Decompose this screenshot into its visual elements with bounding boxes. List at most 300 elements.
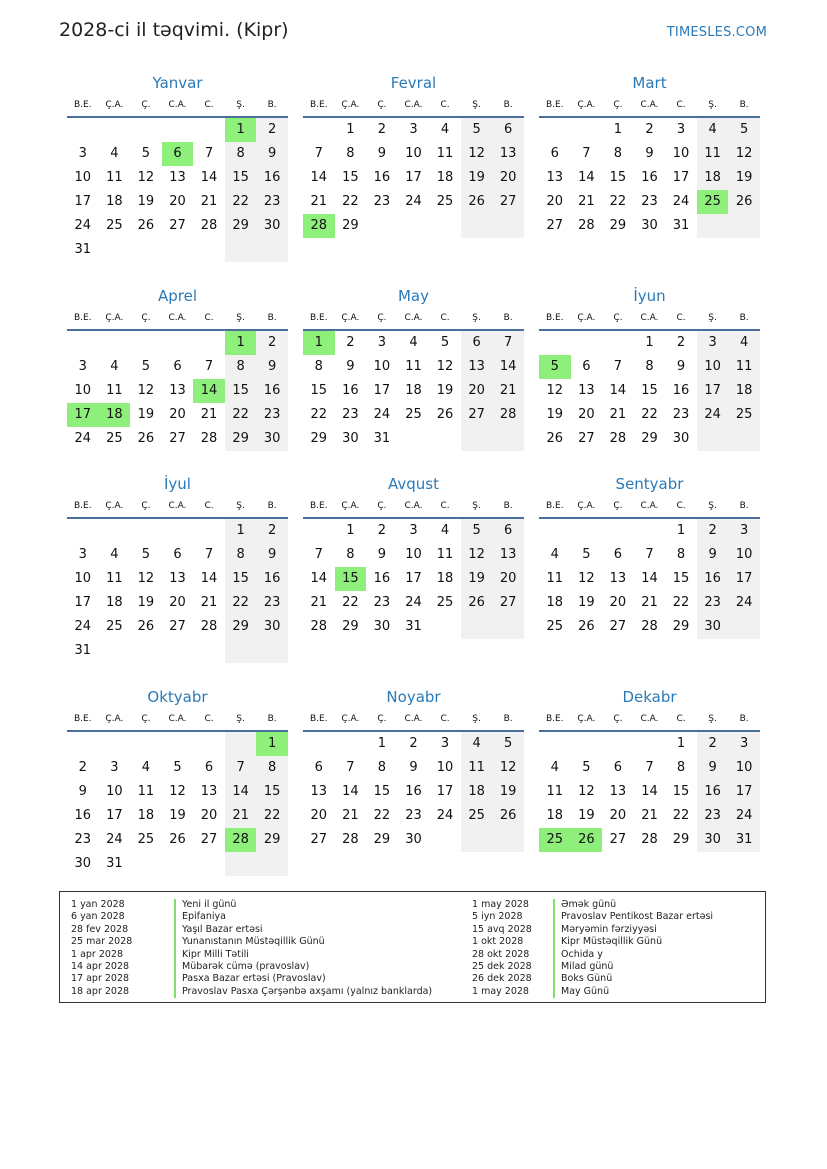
day-cell: 17: [74, 194, 92, 209]
day-cell: 14: [225, 780, 257, 804]
day-grid: [539, 732, 760, 852]
holiday-day-cell: 1: [225, 331, 257, 355]
day-grid: [67, 732, 288, 876]
empty-cell: [539, 732, 571, 756]
day-cell: 22: [641, 407, 658, 422]
day-cell: 24: [405, 194, 422, 209]
day-cell: 14: [310, 170, 328, 185]
empty-cell: [728, 615, 760, 639]
day-cell: 10: [697, 355, 729, 379]
day-cell: 27: [609, 832, 627, 847]
weekday-label: Ç.A.: [577, 100, 596, 110]
day-cell: 31: [373, 431, 391, 446]
day-cell: 7: [225, 756, 257, 780]
day-cell: 2: [256, 519, 288, 543]
weekday-label: C.: [204, 714, 214, 724]
legend-date: 1 may 2028: [472, 899, 529, 910]
weekday-header: [67, 708, 288, 732]
day-cell: 9: [256, 355, 288, 379]
empty-cell: [99, 519, 131, 543]
day-cell: 25: [436, 595, 454, 610]
day-cell: 19: [578, 595, 595, 610]
holiday-day-cell: 15: [335, 567, 367, 591]
day-cell: 8: [225, 355, 257, 379]
empty-cell: [539, 519, 571, 543]
empty-cell: [461, 214, 493, 238]
legend-holiday-name: May Günü: [553, 986, 609, 998]
day-cell: 23: [256, 190, 288, 214]
day-cell: 26: [546, 431, 564, 446]
day-cell: 7: [645, 760, 654, 775]
day-cell: 28: [342, 832, 359, 847]
day-cell: 14: [310, 571, 328, 586]
weekday-label: C.A.: [404, 313, 423, 323]
day-cell: 2: [377, 122, 387, 137]
weekday-label: Ç.: [377, 313, 387, 323]
weekday-label: C.A.: [168, 100, 187, 110]
day-cell: 6: [582, 359, 591, 374]
empty-cell: [67, 519, 99, 543]
day-grid: [67, 118, 288, 262]
day-cell: 9: [346, 359, 355, 374]
empty-cell: [429, 214, 461, 238]
day-cell: 16: [74, 808, 92, 823]
legend-row: [472, 949, 762, 961]
day-cell: 31: [672, 218, 690, 233]
day-cell: 13: [461, 355, 493, 379]
day-cell: 8: [225, 142, 257, 166]
weekday-label: C.: [204, 501, 214, 511]
day-cell: 29: [672, 832, 690, 847]
day-cell: 28: [641, 619, 658, 634]
day-cell: 9: [697, 543, 729, 567]
legend-row: [71, 949, 471, 961]
day-cell: 15: [256, 780, 288, 804]
day-cell: 14: [200, 571, 218, 586]
day-cell: 22: [672, 595, 690, 610]
weekday-header: [67, 307, 288, 331]
day-cell: 26: [137, 619, 155, 634]
weekday-header: [67, 495, 288, 519]
day-cell: 5: [173, 760, 182, 775]
day-cell: 2: [409, 736, 418, 751]
day-cell: 5: [141, 547, 151, 562]
day-cell: 20: [546, 194, 564, 209]
weekday-label: B.E.: [309, 714, 328, 724]
empty-cell: [130, 331, 162, 355]
day-cell: 21: [310, 194, 328, 209]
day-cell: 9: [645, 146, 654, 161]
legend-date: 1 yan 2028: [71, 899, 125, 910]
weekday-label: Ş.: [236, 313, 245, 323]
empty-cell: [99, 238, 131, 262]
day-cell: 1: [346, 523, 355, 538]
day-cell: 2: [346, 335, 355, 350]
weekday-label: Ş.: [708, 714, 717, 724]
day-cell: 10: [405, 146, 422, 161]
day-cell: 25: [405, 407, 422, 422]
holiday-legend: [59, 891, 766, 1003]
day-cell: 19: [137, 595, 155, 610]
day-cell: 21: [609, 407, 627, 422]
day-cell: 18: [436, 170, 454, 185]
day-cell: 16: [405, 784, 422, 799]
weekday-label: C.: [676, 100, 686, 110]
day-cell: 9: [78, 784, 87, 799]
weekday-label: Ç.A.: [341, 313, 360, 323]
weekday-label: B.: [267, 714, 277, 724]
day-cell: 8: [676, 760, 686, 775]
day-cell: 4: [110, 146, 119, 161]
day-cell: 4: [550, 547, 559, 562]
day-cell: 13: [169, 383, 186, 398]
day-cell: 15: [373, 784, 391, 799]
weekday-label: Ş.: [708, 313, 717, 323]
day-cell: 10: [728, 756, 760, 780]
weekday-header: [67, 94, 288, 118]
day-cell: 23: [256, 591, 288, 615]
empty-cell: [492, 427, 524, 451]
month-name: Sentyabr: [615, 475, 684, 493]
day-cell: 27: [609, 619, 627, 634]
day-cell: 26: [461, 591, 493, 615]
weekday-label: B.: [739, 714, 749, 724]
day-cell: 18: [697, 166, 729, 190]
day-grid: [67, 519, 288, 663]
legend-row: [472, 961, 762, 973]
day-cell: 11: [461, 756, 493, 780]
month-6: [67, 473, 288, 663]
empty-cell: [429, 427, 461, 451]
legend-date: 1 apr 2028: [71, 948, 124, 960]
day-cell: 11: [546, 571, 564, 586]
day-cell: 1: [225, 519, 257, 543]
legend-row: [472, 911, 762, 923]
day-cell: 24: [405, 595, 422, 610]
weekday-label: B.: [267, 313, 277, 323]
empty-cell: [461, 828, 493, 852]
weekday-label: B.E.: [545, 714, 564, 724]
weekday-label: Ş.: [236, 714, 245, 724]
day-cell: 23: [373, 194, 391, 209]
day-cell: 2: [256, 118, 288, 142]
day-cell: 20: [609, 595, 627, 610]
empty-cell: [99, 732, 131, 756]
weekday-label: B.E.: [545, 501, 564, 511]
day-cell: 19: [492, 780, 524, 804]
day-cell: 4: [440, 122, 450, 137]
day-cell: 23: [641, 194, 658, 209]
month-8: [539, 473, 760, 639]
day-cell: 22: [373, 808, 391, 823]
weekday-label: Ç.: [613, 501, 623, 511]
day-cell: 17: [697, 379, 729, 403]
day-cell: 25: [461, 804, 493, 828]
day-cell: 27: [492, 591, 524, 615]
day-cell: 8: [645, 359, 654, 374]
weekday-label: B.E.: [309, 100, 328, 110]
legend-holiday-name: Ochida y: [553, 949, 603, 961]
empty-cell: [728, 214, 760, 238]
month-0: [67, 72, 288, 262]
day-cell: 16: [256, 379, 288, 403]
day-cell: 6: [204, 760, 214, 775]
legend-holiday-name: Əmək günü: [553, 899, 616, 911]
day-cell: 1: [346, 122, 355, 137]
weekday-label: C.: [204, 100, 214, 110]
day-cell: 6: [173, 547, 182, 562]
day-cell: 8: [613, 146, 623, 161]
day-cell: 4: [728, 331, 760, 355]
legend-holiday-name: Milad günü: [553, 961, 613, 973]
day-cell: 5: [582, 547, 591, 562]
weekday-label: B.E.: [545, 313, 564, 323]
empty-cell: [539, 118, 571, 142]
weekday-header: [539, 307, 760, 331]
day-cell: 25: [106, 218, 123, 233]
day-cell: 29: [256, 828, 288, 852]
day-cell: 30: [697, 615, 729, 639]
day-cell: 11: [546, 784, 564, 799]
day-cell: 29: [342, 218, 359, 233]
day-cell: 25: [106, 431, 123, 446]
day-cell: 30: [256, 615, 288, 639]
day-cell: 6: [550, 146, 559, 161]
day-cell: 16: [697, 780, 729, 804]
day-cell: 10: [728, 543, 760, 567]
day-cell: 13: [169, 170, 186, 185]
day-grid: [539, 331, 760, 451]
day-cell: 25: [546, 619, 564, 634]
weekday-label: C.A.: [168, 714, 187, 724]
month-name: Aprel: [157, 287, 198, 305]
legend-holiday-name: Boks Günü: [553, 973, 612, 985]
empty-cell: [162, 732, 194, 756]
day-cell: 23: [697, 804, 729, 828]
legend-holiday-name: Pravoslav Pasxa Çərşənbə axşamı (yalnız banklarda): [174, 986, 432, 998]
weekday-label: B.: [739, 100, 749, 110]
month-name: İyun: [633, 287, 666, 305]
day-cell: 3: [409, 122, 418, 137]
day-cell: 18: [546, 595, 564, 610]
brand-link[interactable]: TIMESLES.COM: [666, 25, 767, 40]
day-cell: 21: [200, 595, 218, 610]
weekday-label: Ç.A.: [105, 714, 124, 724]
weekday-label: Ş.: [472, 501, 481, 511]
weekday-label: Ç.: [141, 714, 151, 724]
weekday-label: C.A.: [168, 501, 187, 511]
day-cell: 5: [440, 335, 450, 350]
day-cell: 8: [256, 756, 288, 780]
day-cell: 4: [409, 335, 418, 350]
day-cell: 6: [461, 331, 493, 355]
day-cell: 14: [641, 571, 658, 586]
day-cell: 29: [373, 832, 391, 847]
legend-holiday-name: Mübarək cümə (pravoslav): [174, 961, 309, 973]
day-cell: 7: [314, 547, 323, 562]
day-cell: 7: [613, 359, 623, 374]
day-cell: 27: [546, 218, 564, 233]
day-cell: 24: [436, 808, 454, 823]
day-cell: 21: [492, 379, 524, 403]
day-cell: 23: [697, 591, 729, 615]
holiday-day-cell: 28: [303, 214, 335, 238]
day-cell: 15: [342, 170, 359, 185]
weekday-header: [539, 94, 760, 118]
month-7: [303, 473, 524, 639]
legend-row: [71, 973, 471, 985]
empty-cell: [571, 732, 603, 756]
day-cell: 11: [137, 784, 155, 799]
day-grid: [67, 331, 288, 451]
day-cell: 31: [74, 643, 92, 658]
legend-date: 26 dek 2028: [472, 973, 532, 985]
day-cell: 16: [256, 567, 288, 591]
day-cell: 3: [110, 760, 119, 775]
legend-date: 6 yan 2028: [71, 911, 125, 923]
legend-date: 1 may 2028: [472, 985, 529, 997]
day-cell: 26: [137, 218, 155, 233]
weekday-label: Ç.: [141, 501, 151, 511]
day-cell: 1: [613, 122, 623, 137]
empty-cell: [398, 214, 430, 238]
day-cell: 20: [492, 166, 524, 190]
day-cell: 22: [342, 595, 359, 610]
month-name: Mart: [632, 74, 667, 92]
day-cell: 11: [728, 355, 760, 379]
empty-cell: [130, 519, 162, 543]
legend-date: 25 dek 2028: [472, 960, 532, 972]
empty-cell: [193, 852, 225, 876]
legend-date: 28 okt 2028: [472, 948, 530, 960]
empty-cell: [602, 519, 634, 543]
day-cell: 29: [641, 431, 658, 446]
weekday-label: Ç.: [141, 100, 151, 110]
empty-cell: [162, 331, 194, 355]
day-cell: 20: [461, 379, 493, 403]
empty-cell: [571, 331, 603, 355]
day-cell: 28: [310, 619, 328, 634]
day-cell: 19: [137, 194, 155, 209]
day-cell: 12: [578, 571, 595, 586]
day-cell: 1: [676, 523, 686, 538]
legend-row: [472, 973, 762, 985]
day-cell: 17: [74, 595, 92, 610]
day-cell: 6: [613, 760, 623, 775]
day-cell: 11: [106, 571, 123, 586]
day-cell: 15: [225, 567, 257, 591]
day-cell: 12: [137, 170, 155, 185]
day-cell: 15: [672, 571, 690, 586]
day-cell: 23: [256, 403, 288, 427]
weekday-label: B.: [739, 313, 749, 323]
weekday-label: B.: [503, 501, 513, 511]
day-cell: 19: [461, 567, 493, 591]
holiday-day-cell: 18: [99, 403, 131, 427]
day-cell: 6: [314, 760, 323, 775]
day-cell: 15: [225, 166, 257, 190]
weekday-label: C.: [676, 313, 686, 323]
legend-row: [71, 911, 471, 923]
day-cell: 8: [346, 146, 355, 161]
weekday-label: C.A.: [640, 501, 659, 511]
legend-date: 14 apr 2028: [71, 960, 130, 972]
day-cell: 22: [310, 407, 328, 422]
empty-cell: [256, 238, 288, 262]
day-cell: 7: [492, 331, 524, 355]
weekday-label: Ç.A.: [105, 100, 124, 110]
day-cell: 10: [74, 170, 92, 185]
legend-row: [71, 924, 471, 936]
day-cell: 28: [578, 218, 595, 233]
day-cell: 22: [672, 808, 690, 823]
weekday-label: Ç.: [613, 714, 623, 724]
holiday-day-cell: 17: [67, 403, 99, 427]
day-cell: 23: [405, 808, 422, 823]
day-cell: 10: [373, 359, 391, 374]
legend-date: 17 apr 2028: [71, 973, 130, 985]
day-cell: 20: [169, 194, 186, 209]
page-title: 2028-ci il təqvimi. (Kipr): [59, 19, 289, 41]
day-cell: 27: [200, 832, 218, 847]
day-cell: 16: [697, 567, 729, 591]
day-cell: 27: [578, 431, 595, 446]
day-cell: 26: [578, 619, 595, 634]
day-cell: 12: [137, 571, 155, 586]
day-grid: [303, 331, 524, 451]
weekday-label: Ç.A.: [577, 501, 596, 511]
day-cell: 29: [225, 214, 257, 238]
day-cell: 16: [373, 571, 391, 586]
day-cell: 5: [141, 146, 151, 161]
day-cell: 8: [225, 543, 257, 567]
empty-cell: [602, 331, 634, 355]
day-cell: 19: [461, 166, 493, 190]
day-cell: 28: [641, 832, 658, 847]
day-cell: 3: [440, 736, 450, 751]
empty-cell: [492, 214, 524, 238]
holiday-day-cell: 6: [162, 142, 194, 166]
day-grid: [303, 519, 524, 639]
weekday-label: B.: [267, 100, 277, 110]
legend-date: 5 iyn 2028: [472, 911, 523, 923]
day-cell: 26: [461, 190, 493, 214]
day-cell: 20: [609, 808, 627, 823]
day-cell: 24: [106, 832, 123, 847]
empty-cell: [398, 427, 430, 451]
weekday-label: Ş.: [236, 100, 245, 110]
weekday-label: C.: [676, 501, 686, 511]
day-cell: 6: [613, 547, 623, 562]
month-5: [539, 285, 760, 451]
day-cell: 20: [200, 808, 218, 823]
day-cell: 16: [373, 170, 391, 185]
weekday-label: Ç.: [613, 313, 623, 323]
day-cell: 19: [169, 808, 186, 823]
day-cell: 19: [728, 166, 760, 190]
weekday-label: Ş.: [236, 501, 245, 511]
day-cell: 28: [609, 431, 627, 446]
weekday-label: B.E.: [73, 501, 92, 511]
empty-cell: [193, 639, 225, 663]
day-cell: 22: [342, 194, 359, 209]
day-cell: 18: [106, 595, 123, 610]
day-cell: 19: [436, 383, 454, 398]
day-cell: 5: [728, 118, 760, 142]
weekday-label: C.: [440, 714, 450, 724]
day-cell: 26: [436, 407, 454, 422]
empty-cell: [728, 427, 760, 451]
